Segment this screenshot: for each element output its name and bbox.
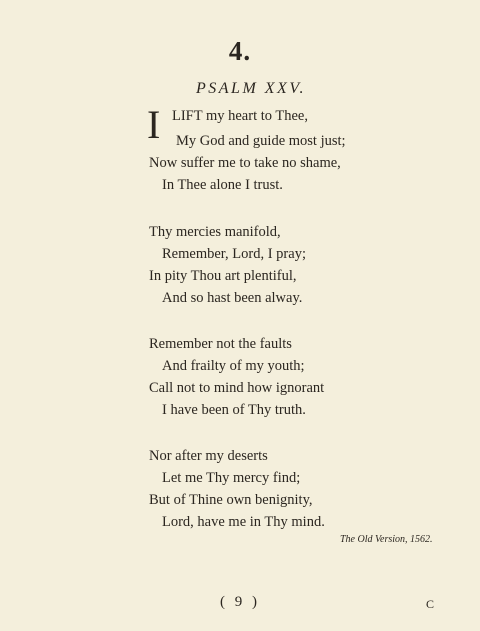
verse-line: Remember, Lord, I pray; (162, 246, 306, 262)
verse-line: Thy mercies manifold, (149, 224, 281, 240)
psalm-title: PSALM XXV. (196, 80, 307, 97)
drop-cap: I (147, 102, 161, 147)
verse-line: LIFT my heart to Thee, (172, 108, 308, 124)
verse-line: Lord, have me in Thy mind. (162, 514, 325, 530)
signature-mark: C (426, 597, 435, 611)
verse-line: Let me Thy mercy find; (162, 470, 301, 486)
verse-line: Call not to mind how ignorant (149, 380, 325, 396)
verse-line: In Thee alone I trust. (162, 177, 283, 193)
verse-line: My God and guide most just; (176, 133, 346, 149)
verse-line: Remember not the faults (149, 336, 292, 352)
verse-line: But of Thine own benignity, (149, 492, 313, 508)
page-number: ( 9 ) (220, 594, 260, 610)
verse-line: Now suffer me to take no shame, (149, 155, 341, 171)
verse-line: And so hast been alway. (162, 290, 303, 306)
verse-line: I have been of Thy truth. (162, 402, 306, 418)
source-attribution: The Old Version, 1562. (340, 534, 433, 545)
verse-line: And frailty of my youth; (162, 358, 305, 374)
verse-line: In pity Thou art plentiful, (149, 268, 297, 284)
verse-line: Nor after my deserts (149, 448, 268, 464)
hymn-number: 4. (228, 36, 252, 66)
